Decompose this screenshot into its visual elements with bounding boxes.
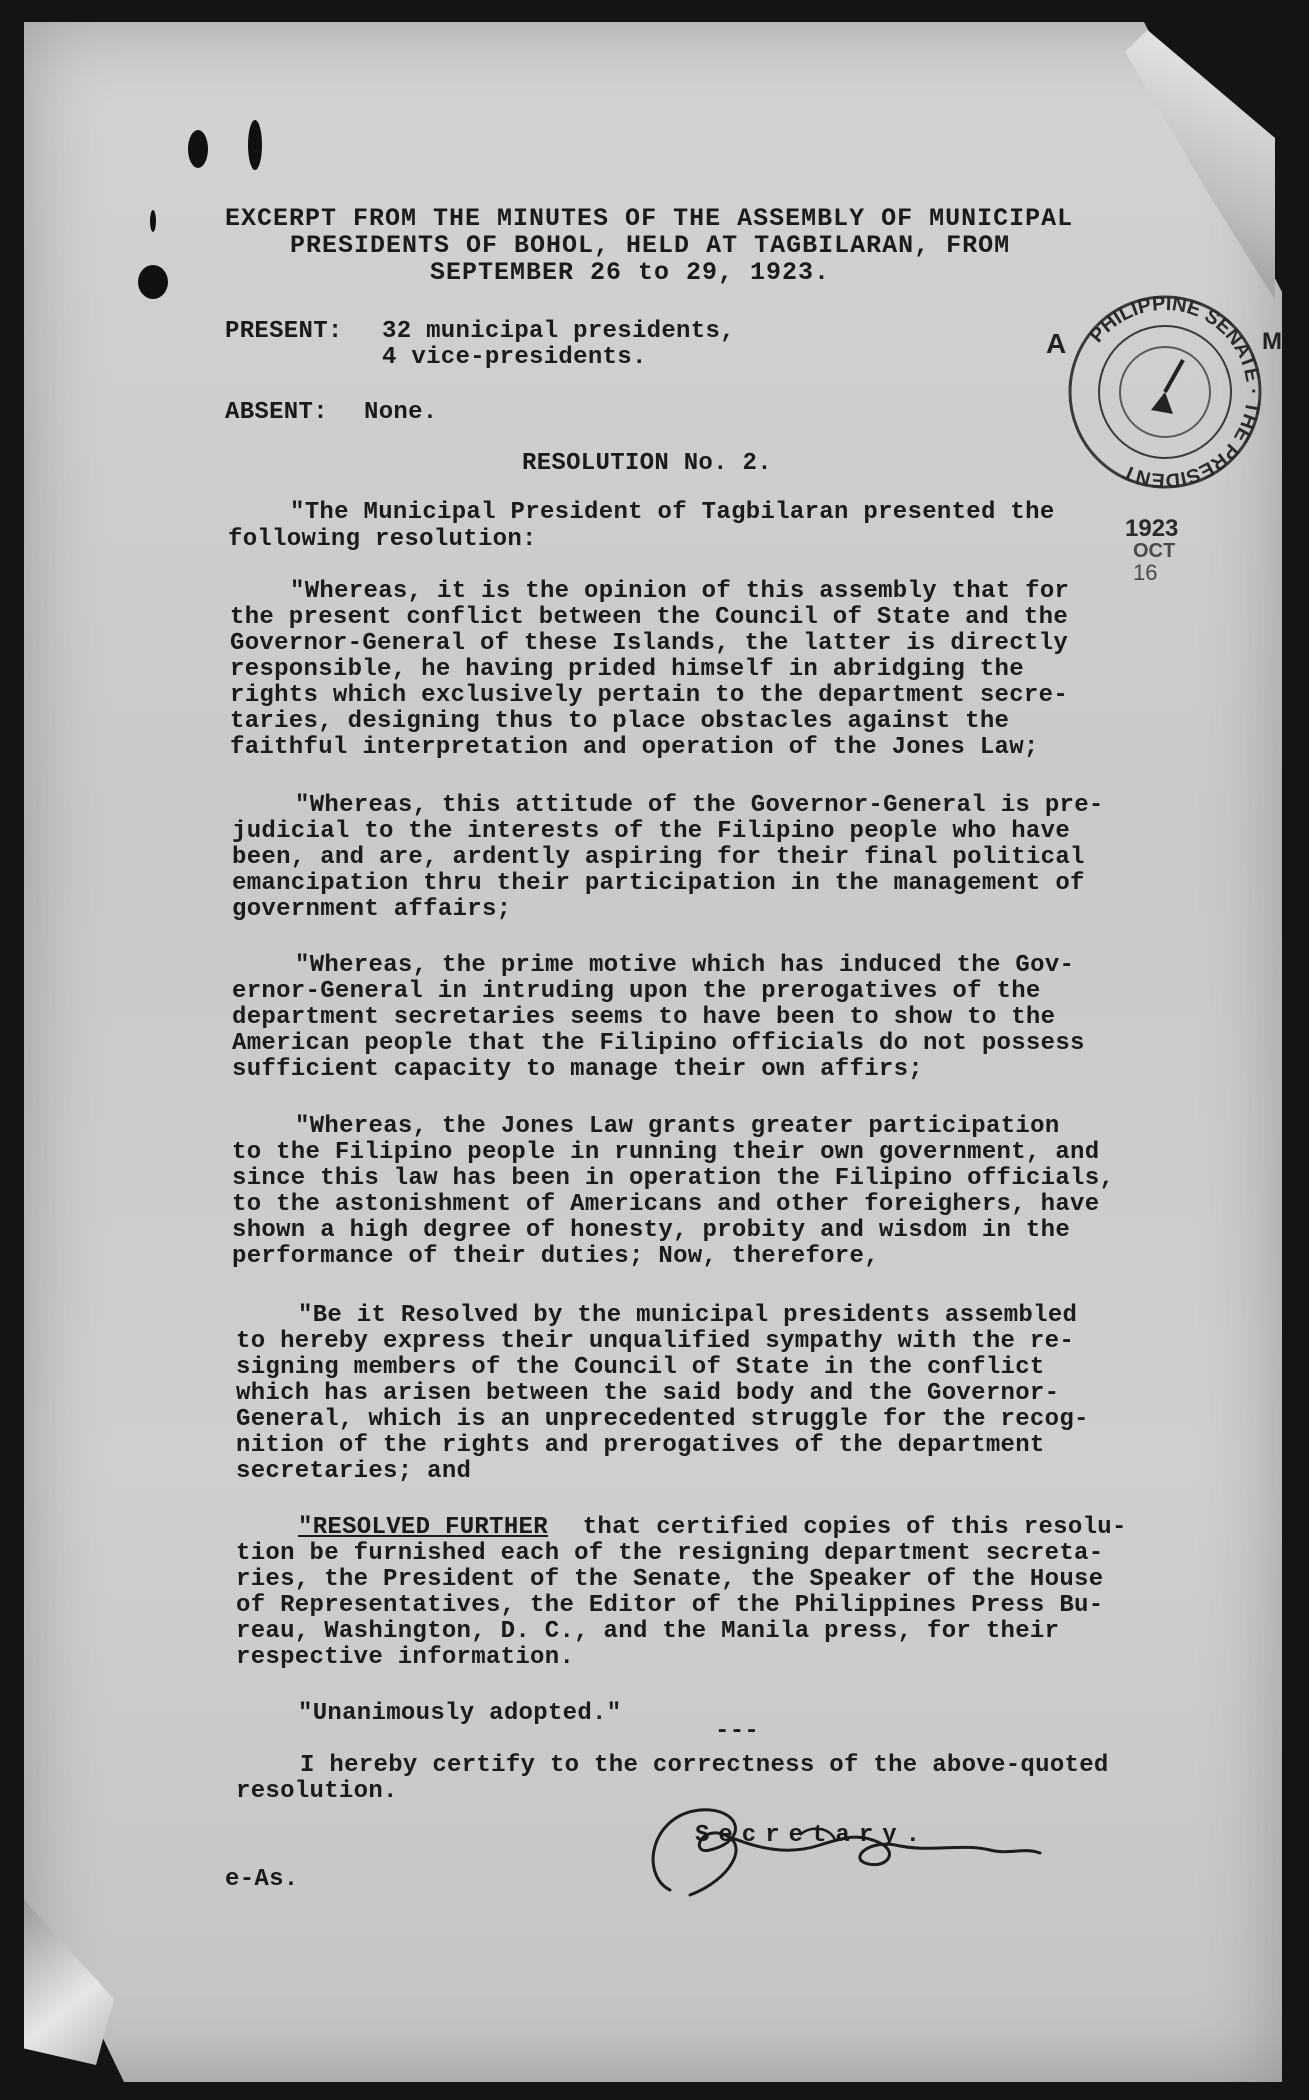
whereas-4-line: to the Filipino people in running their own government, and [232, 1139, 1100, 1166]
senate-received-stamp [1055, 292, 1275, 492]
whereas-4-line: "Whereas, the Jones Law grants greater participation [295, 1113, 1060, 1140]
resolved-further-label: "RESOLVED FURTHER [298, 1514, 548, 1541]
adopted-line: "Unanimously adopted." [298, 1700, 622, 1727]
whereas-1-line: rights which exclusively pertain to the department secre- [230, 682, 1069, 709]
whereas-4-line: to the astonishment of Americans and other foreighers, have [232, 1191, 1100, 1218]
resolved-line: which has arisen between the said body and the Governor- [236, 1380, 1060, 1407]
whereas-4-line: shown a high degree of honesty, probity and wisdom in the [232, 1217, 1071, 1244]
resolved-line: to hereby express their unqualified sympathy with the re- [236, 1328, 1075, 1355]
typist-initials: e-As. [225, 1866, 299, 1893]
intro-line: "The Municipal President of Tagbilaran presented the [290, 499, 1055, 526]
stamp-letter-right: M [1262, 328, 1282, 355]
ink-blot [150, 210, 156, 232]
handwritten-signature [630, 1795, 1080, 1905]
certify-line: resolution. [236, 1778, 398, 1805]
heading-line-3: SEPTEMBER 26 to 29, 1923. [430, 258, 831, 287]
resolved-further-line: of Representatives, the Editor of the Philippines Press Bu- [236, 1592, 1104, 1619]
whereas-1-line: Governor-General of these Islands, the latter is directly [230, 630, 1069, 657]
whereas-2-line: emancipation thru their participation in the management of [232, 870, 1085, 897]
whereas-3-line: department secretaries seems to have been to show to the [232, 1004, 1056, 1031]
whereas-3-line: American people that the Filipino officials do not possess [232, 1030, 1085, 1057]
resolved-further-line: ries, the President of the Senate, the Speaker of the House [236, 1566, 1104, 1593]
present-line-1: 32 municipal presidents, [382, 318, 735, 345]
whereas-1-line: taries, designing thus to place obstacles against the [230, 708, 1010, 735]
whereas-2-line: judicial to the interests of the Filipino people who have [232, 818, 1071, 845]
resolved-further-line: that certified copies of this resolu- [568, 1514, 1127, 1541]
stamp-year: 1923 [1125, 515, 1179, 542]
present-label: PRESENT: [225, 318, 343, 345]
secretary-title: Secretary. [695, 1822, 930, 1849]
whereas-2-line: "Whereas, this attitude of the Governor-General is pre- [295, 792, 1104, 819]
whereas-2-line: government affairs; [232, 896, 512, 923]
whereas-3-line: "Whereas, the prime motive which has induced the Gov- [295, 952, 1075, 979]
resolved-line: signing members of the Council of State in the conflict [236, 1354, 1045, 1381]
separator: --- [715, 1718, 760, 1745]
whereas-1-line: "Whereas, it is the opinion of this assembly that for [290, 578, 1070, 605]
whereas-4-line: since this law has been in operation the Filipino officials, [232, 1165, 1115, 1192]
resolved-line: secretaries; and [236, 1458, 472, 1485]
resolved-line: nition of the rights and prerogatives of the department [236, 1432, 1045, 1459]
resolution-title: RESOLUTION No. 2. [522, 450, 772, 477]
resolved-further-line: respective information. [236, 1644, 575, 1671]
stamp-day: 16 [1133, 560, 1158, 585]
present-line-2: 4 vice-presidents. [382, 344, 647, 371]
absent-label: ABSENT: [225, 399, 328, 426]
ink-blot [188, 130, 208, 168]
heading-line-2: PRESIDENTS OF BOHOL, HELD AT TAGBILARAN, FROM [290, 231, 1011, 260]
resolved-further-line: reau, Washington, D. C., and the Manila press, for their [236, 1618, 1060, 1645]
ink-blot [248, 120, 262, 170]
whereas-2-line: been, and are, ardently aspiring for their final political [232, 844, 1085, 871]
stamp-letter-left: A [1046, 328, 1067, 359]
resolved-line: "Be it Resolved by the municipal presidents assembled [298, 1302, 1078, 1329]
intro-line: following resolution: [228, 526, 537, 553]
resolved-further-line: tion be furnished each of the resigning department secreta- [236, 1540, 1104, 1567]
stamp-month: OCT [1133, 540, 1176, 562]
whereas-3-line: ernor-General in intruding upon the prerogatives of the [232, 978, 1041, 1005]
whereas-1-line: the present conflict between the Council of State and the [230, 604, 1069, 631]
stamp-ring-text: PHILIPPINE SENATE · THE PRESIDENT [1085, 292, 1265, 492]
whereas-3-line: sufficient capacity to manage their own affirs; [232, 1056, 924, 1083]
whereas-4-line: performance of their duties; Now, therefore, [232, 1243, 879, 1270]
whereas-1-line: responsible, he having prided himself in abridging the [230, 656, 1024, 683]
whereas-1-line: faithful interpretation and operation of the Jones Law; [230, 734, 1039, 761]
heading-line-1: EXCERPT FROM THE MINUTES OF THE ASSEMBLY OF MUNICIPAL [225, 204, 1074, 233]
certify-line: I hereby certify to the correctness of the above-quoted [300, 1752, 1109, 1779]
absent-value: None. [364, 399, 438, 426]
svg-text:PHILIPPINE SENATE · THE PRESID [1086, 293, 1264, 491]
ink-blot [138, 265, 168, 299]
resolved-line: General, which is an unprecedented struggle for the recog- [236, 1406, 1089, 1433]
